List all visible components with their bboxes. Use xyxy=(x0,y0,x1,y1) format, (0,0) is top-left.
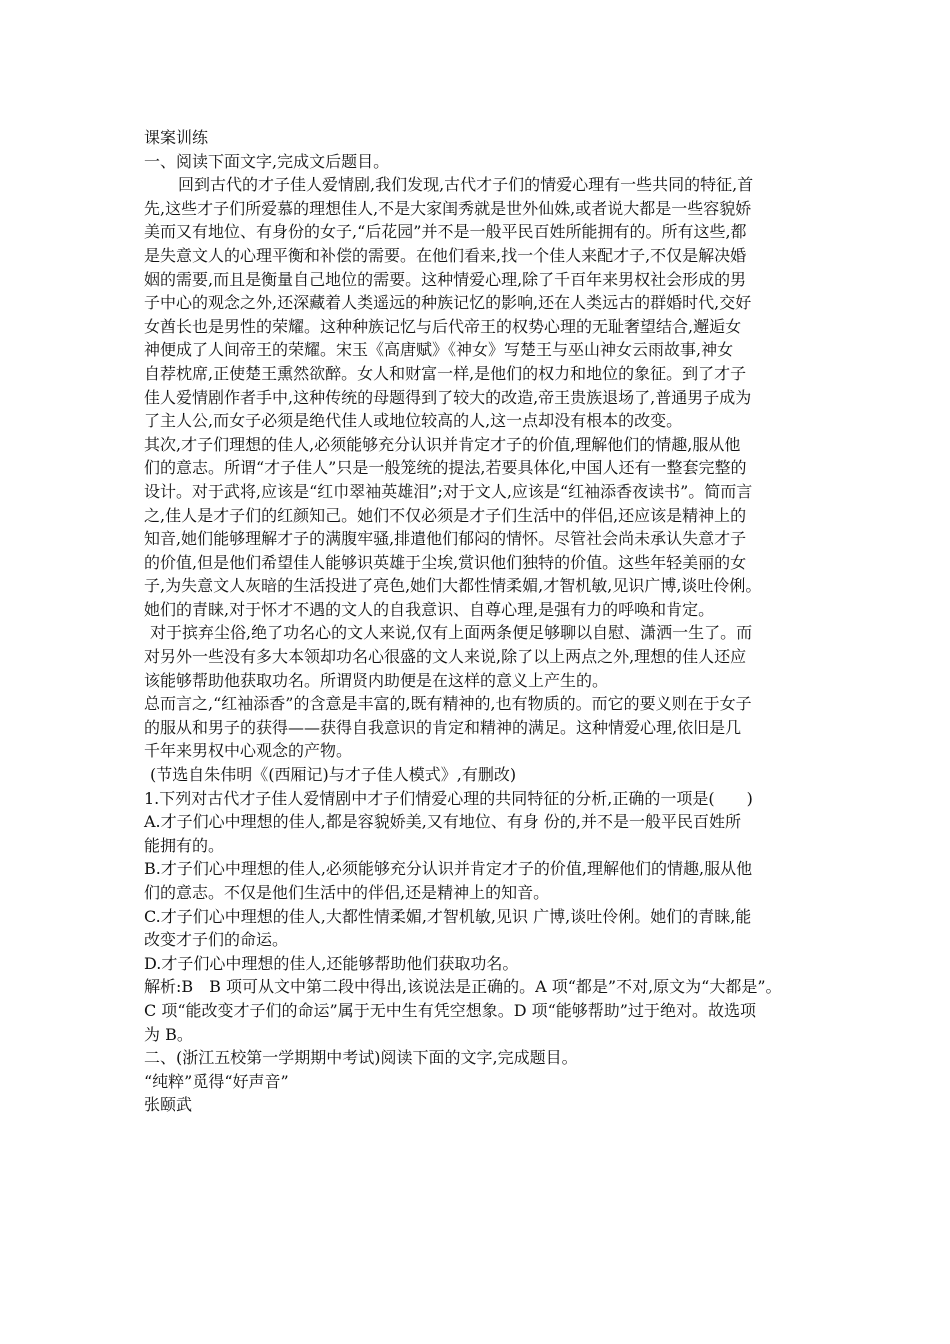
article-title: “纯粹”觅得“好声音” xyxy=(144,1071,289,1091)
option-b: B.才子们心中理想的佳人,必须能够充分认识并肯定才子的价值,理解他们的情趣,服从他 xyxy=(144,859,753,879)
paragraph-line: 知音,她们能够理解才子的满腹牢骚,排遣他们郁闷的情怀。尽管社会尚未承认失意才子 xyxy=(144,529,747,549)
option-a: A.才子们心中理想的佳人,都是容貌娇美,又有地位、有身 份的,并不是一般平民百姓所 xyxy=(144,812,741,832)
paragraph-line: 设计。对于武将,应该是“红巾翠袖英雄泪”;对于文人,应该是“红袖添香夜读书”。简而言 xyxy=(144,481,753,501)
paragraph-line: 对于摈弃尘俗,绝了功名心的文人来说,仅有上面两条便足够聊以自慰、潇洒一生了。而 xyxy=(150,623,753,643)
document-body xyxy=(144,126,816,1117)
paragraph-line: 总而言之,“红袖添香”的含意是丰富的,既有精神的,也有物质的。而它的要义则在于女子 xyxy=(144,694,752,714)
answer-analysis: 解析:B B 项可从文中第二段中得出,该说法是正确的。A 项“都是”不对,原文为“大都是”。 xyxy=(144,977,782,997)
document-title: 课案训练 xyxy=(144,128,209,147)
article-author: 张颐武 xyxy=(144,1095,193,1115)
paragraph-line: 之,佳人是才子们的红颜知己。她们不仅必须是才子们生活中的伴侣,还应该是精神上的 xyxy=(144,505,747,525)
paragraph-line: 子,为失意文人灰暗的生活投进了亮色,她们大都性情柔媚,才智机敏,见识广博,谈吐伶俐。 xyxy=(144,576,762,596)
option-a-cont: 能拥有的。 xyxy=(144,835,225,855)
paragraph-line: 佳人爱情剧作者手中,这种传统的母题得到了较大的改造,帝王贵族退场了,普通男子成为 xyxy=(144,387,752,407)
paragraph-line: 的服从和男子的获得——获得自我意识的肯定和精神的满足。这种情爱心理,依旧是几 xyxy=(144,717,742,737)
paragraph-line: 美而又有地位、有身份的女子,“后花园”并不是一般平民百姓所能拥有的。所有这些,都 xyxy=(144,222,747,242)
paragraph-line: 女酋长也是男性的荣耀。这种种族记忆与后代帝王的权势心理的无耻奢望结合,邂逅女 xyxy=(144,316,742,336)
paragraph-line: 了主人公,而女子必须是绝代佳人或地位较高的人,这一点却没有根本的改变。 xyxy=(144,411,683,431)
section-heading-2: 二、(浙江五校第一学期期中考试)阅读下面的文字,完成题目。 xyxy=(144,1048,578,1068)
paragraph-line: 们的意志。所谓“才子佳人”只是一般笼统的提法,若要具体化,中国人还有一整套完整的 xyxy=(144,458,747,478)
section-heading: 一、阅读下面文字,完成文后题目。 xyxy=(144,151,390,171)
paragraph-line: 该能够帮助他获取功名。所谓贤内助便是在这样的意义上产生的。 xyxy=(144,670,609,690)
option-d: D.才子们心中理想的佳人,还能够帮助他们获取功名。 xyxy=(144,953,519,973)
paragraph-line: 其次,才子们理想的佳人,必须能够充分认识并肯定才子的价值,理解他们的情趣,服从他 xyxy=(144,434,741,454)
answer-analysis-cont: C 项“能改变才子们的命运”属于无中生有凭空想象。D 项“能够帮助”过于绝对。故选项 xyxy=(144,1000,756,1020)
paragraph-line: 是失意文人的心理平衡和补偿的需要。在他们看来,找一个佳人来配才子,不仅是解决婚 xyxy=(144,245,747,265)
answer-analysis-end: 为 B。 xyxy=(144,1024,193,1044)
option-c: C.才子们心中理想的佳人,大都性情柔媚,才智机敏,见识 广博,谈吐伶俐。她们的青睐,能 xyxy=(144,906,752,926)
paragraph-line: 的价值,但是他们希望佳人能够识英雄于尘埃,赏识他们独特的价值。这些年轻美丽的女 xyxy=(144,552,747,572)
option-b-cont: 们的意志。不仅是他们生活中的伴侣,还是精神上的知音。 xyxy=(144,883,550,902)
paragraph-line: 先,这些才子们所爱慕的理想佳人,不是大家闺秀就是世外仙姝,或者说大都是一些容貌娇 xyxy=(144,198,752,218)
paragraph-line: 自荐枕席,正使楚王熏然欲醉。女人和财富一样,是他们的权力和地位的象征。到了才子 xyxy=(144,363,747,383)
source-citation: (节选自朱伟明《(西厢记)与才子佳人模式》,有删改) xyxy=(150,765,517,785)
option-c-cont: 改变才子们的命运。 xyxy=(144,930,289,950)
paragraph-line: 对另外一些没有多大本领却功名心很盛的文人来说,除了以上两点之外,理想的佳人还应 xyxy=(144,647,747,667)
paragraph-line: 神便成了人间帝王的荣耀。宋玉《高唐赋》《神女》写楚王与巫山神女云雨故事,神女 xyxy=(144,340,734,360)
paragraph-line: 回到古代的才子佳人爱情剧,我们发现,古代才子们的情爱心理有一些共同的特征,首 xyxy=(178,175,754,195)
paragraph-line: 子中心的观念之外,还深藏着人类遥远的种族记忆的影响,还在人类远古的群婚时代,交好 xyxy=(144,293,752,313)
paragraph-line: 姻的需要,而且是衡量自己地位的需要。这种情爱心理,除了千百年来男权社会形成的男 xyxy=(144,269,747,289)
paragraph-line: 千年来男权中心观念的产物。 xyxy=(144,741,353,761)
question-stem: 1.下列对古代才子佳人爱情剧中才子们情爱心理的共同特征的分析,正确的一项是( ) xyxy=(144,788,753,808)
paragraph-line: 她们的青睐,对于怀才不遇的文人的自我意识、自尊心理,是强有力的呼唤和肯定。 xyxy=(144,599,715,619)
